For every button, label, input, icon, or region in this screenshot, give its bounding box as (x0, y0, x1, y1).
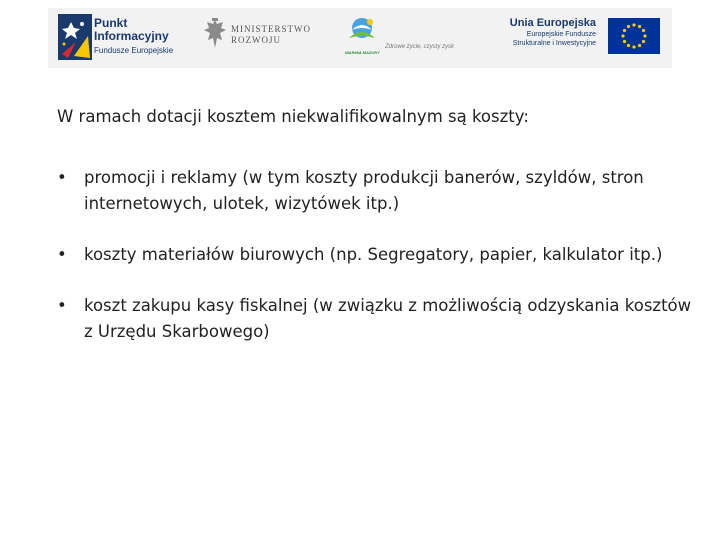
fundusze-europejskie-emblem-icon (58, 14, 92, 60)
warmia-mazury-emblem-icon (343, 16, 381, 50)
bullet-text: koszty materiałów biurowych (np. Segregatory, papier, kalkulator itp.) (84, 245, 663, 264)
bullet-text: promocji i reklamy (w tym koszty produkcji banerów, szyldów, stron internetowych, ulotek, wizytówek itp.) (84, 168, 644, 213)
cost-list (57, 165, 697, 370)
wm-mark-text: WARMIA MAZURY (345, 50, 380, 55)
fundusze-europejskie-logo (58, 14, 188, 62)
fe-line-2: Informacyjny (94, 29, 169, 43)
fe-subtitle: Fundusze Europejskie (94, 46, 174, 55)
ue-line-2: Strukturalne i Inwestycyjne (512, 40, 596, 47)
bullet-icon: • (57, 296, 67, 315)
bullet-text: koszt zakupu kasy fiskalnej (w związku z możliwością odzyskania kosztów z Urzędu Skarbowego) (84, 296, 692, 341)
eu-flag-icon (608, 18, 660, 54)
bullet-icon: • (57, 245, 67, 264)
list-item (57, 165, 697, 217)
list-item (57, 293, 697, 345)
fe-line-1: Punkt (94, 16, 128, 30)
eagle-emblem-icon (203, 18, 227, 52)
mr-line-2: ROZWOJU (231, 35, 281, 45)
warmia-mazury-logo (343, 16, 478, 62)
ministerstwo-rozwoju-logo (203, 18, 318, 54)
unia-europejska-logo (500, 14, 668, 62)
slide-heading: W ramach dotacji kosztem niekwalifikowalnym są koszty: (57, 107, 529, 126)
ue-title: Unia Europejska (509, 17, 596, 29)
ue-line-1: Europejskie Fundusze (526, 31, 596, 38)
mr-line-1: MINISTERSTWO (231, 24, 311, 34)
bullet-icon: • (57, 168, 67, 187)
wm-slogan: Zdrowe życie, czysty zysk (385, 44, 455, 50)
list-item (57, 242, 697, 268)
